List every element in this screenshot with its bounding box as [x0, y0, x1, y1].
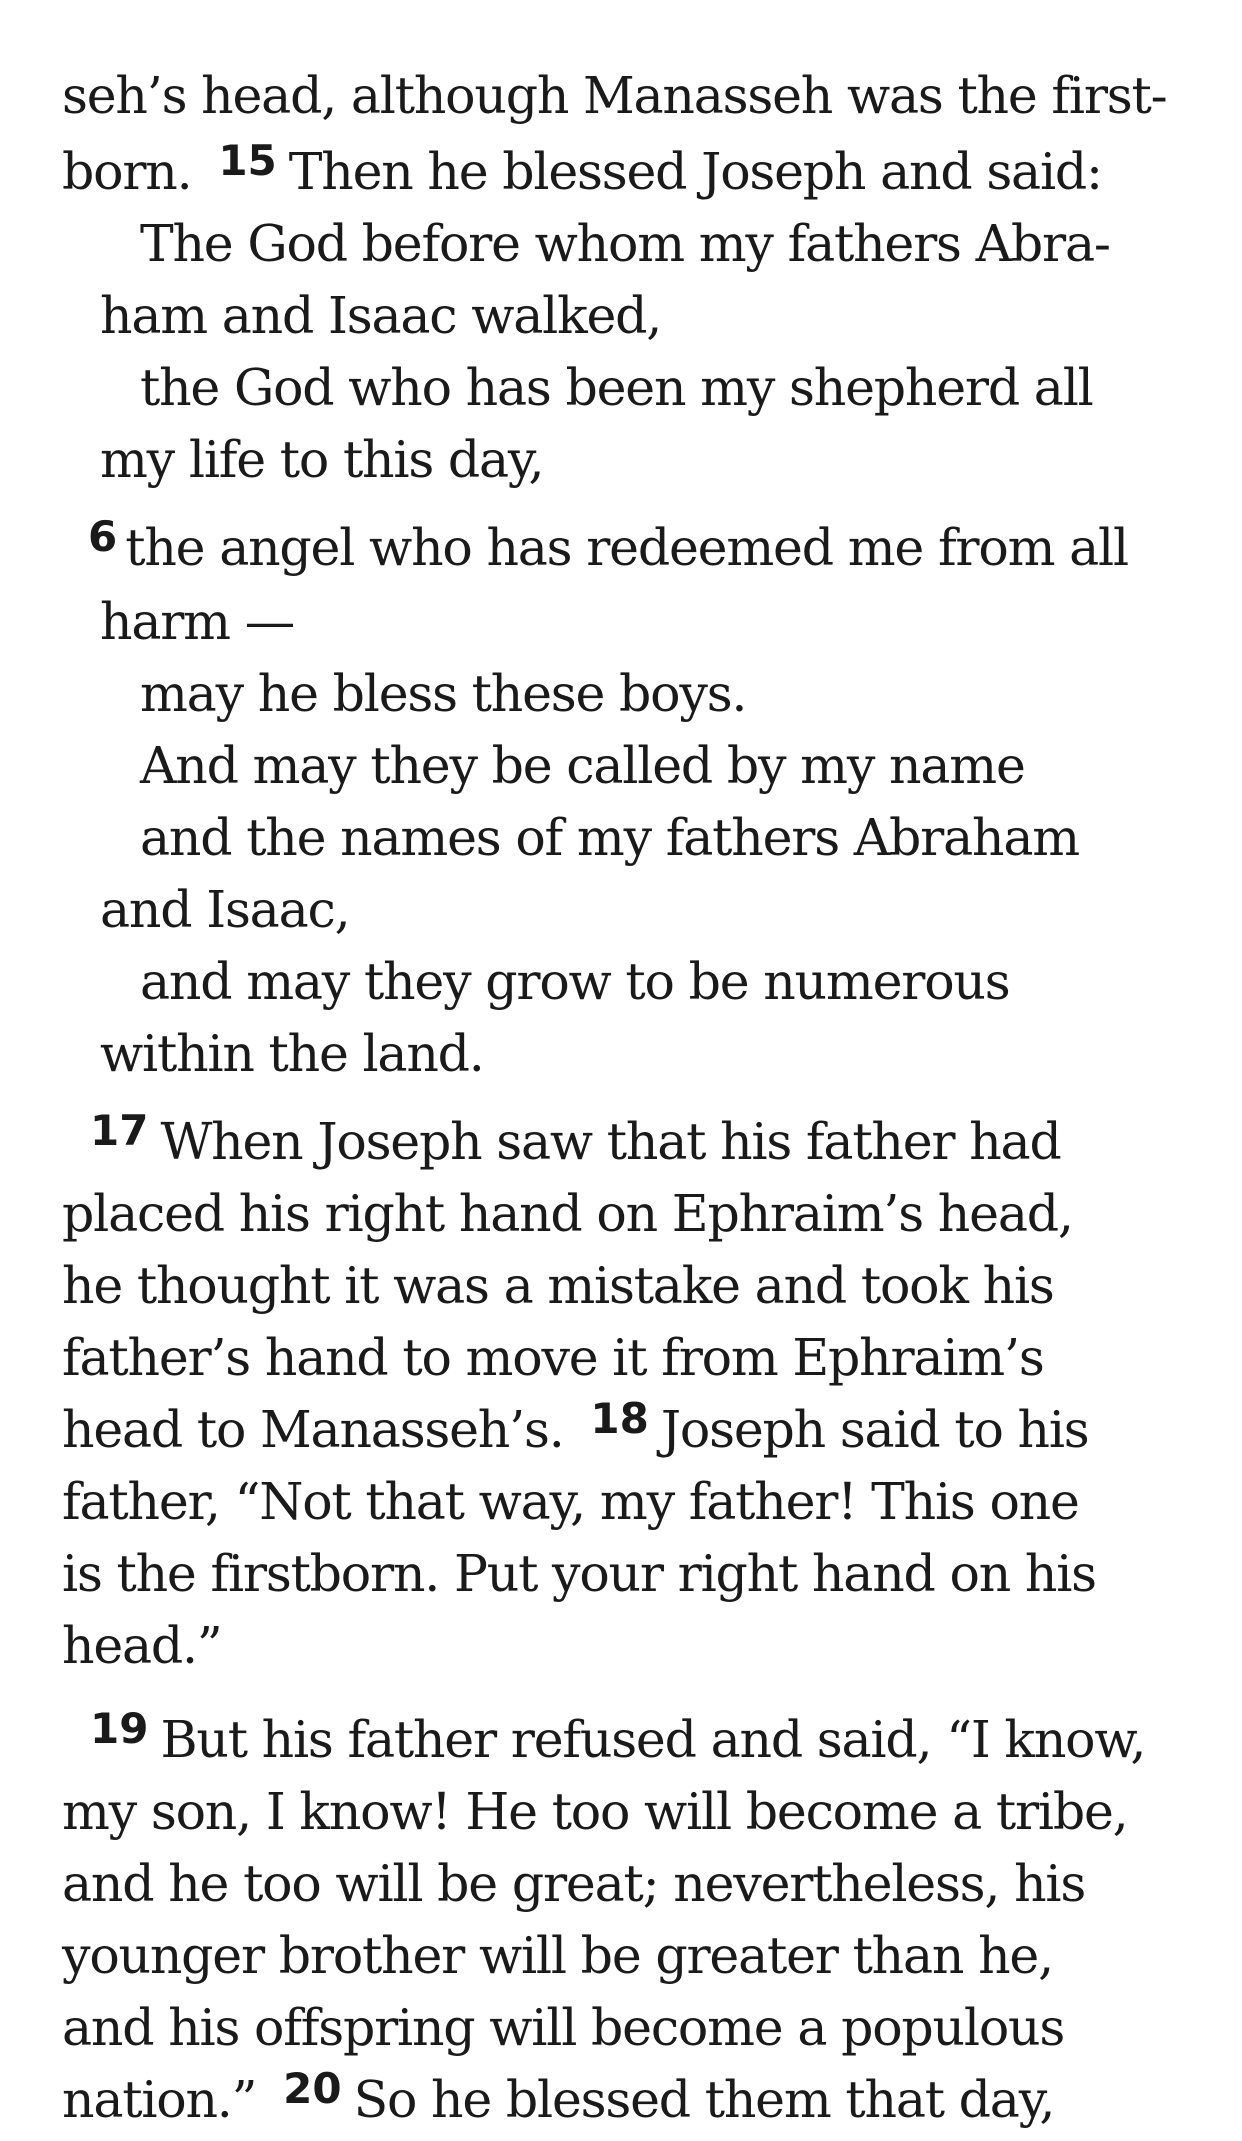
verse-number: 19: [90, 1704, 149, 1753]
line-text: is the firstborn. Put your right hand on his: [62, 1544, 1096, 1603]
text-line: [62, 1466, 1079, 1538]
text-line: [62, 1394, 1089, 1466]
verse-number: 6: [88, 512, 118, 561]
text-line: [90, 1106, 1061, 1178]
poetry-text: may he bless these boys.: [140, 664, 747, 723]
poetry-text: ham and Isaac walked,: [100, 286, 662, 345]
line-text: younger brother will be greater than he,: [62, 1926, 1053, 1985]
line-text: born.: [62, 142, 192, 201]
verse-number: 17: [90, 1106, 149, 1155]
line-text: Joseph said to his: [660, 1400, 1089, 1459]
line-text: nation.”: [62, 2070, 257, 2129]
poetry-line: [100, 280, 661, 352]
poetry-text: and Isaac,: [100, 880, 350, 939]
line-text: head.”: [62, 1616, 222, 1675]
poetry-text: and the names of my fathers Abraham: [140, 808, 1079, 867]
line-text: But his father refused and said, “I know,: [160, 1710, 1146, 1769]
text-line: [62, 2064, 1054, 2136]
line-text: head to Manasseh’s.: [62, 1400, 564, 1459]
text-line: [62, 1250, 1054, 1322]
text-line: [62, 1322, 1044, 1394]
text-line: [62, 1848, 1085, 1920]
poetry-line: [140, 946, 1009, 1018]
poetry-line: [100, 424, 543, 496]
poetry-line: [100, 1018, 484, 1090]
text-line: [62, 60, 1166, 132]
poetry-text: within the land.: [100, 1024, 484, 1083]
text-line: [62, 1178, 1073, 1250]
verse-number: 20: [283, 2064, 342, 2113]
poetry-line: [140, 208, 1110, 280]
text-line: [62, 1992, 1064, 2064]
poetry-line: [140, 730, 1025, 802]
verse-number: 15: [218, 136, 277, 185]
poetry-text: and may they grow to be numerous: [140, 952, 1010, 1011]
line-text: and his offspring will become a populous: [62, 1998, 1065, 2057]
line-text: my son, I know! He too will become a tribe,: [62, 1782, 1128, 1841]
text-line: [62, 1920, 1053, 1992]
line-text: he thought it was a mistake and took his: [62, 1256, 1054, 1315]
poetry-text: The God before whom my fathers Abra-: [140, 214, 1110, 273]
poetry-text: harm —: [100, 592, 295, 651]
line-text: When Joseph saw that his father had: [160, 1112, 1061, 1171]
poetry-line: [100, 874, 349, 946]
line-text: So he blessed them that day,: [353, 2070, 1055, 2129]
text-line: [62, 1538, 1096, 1610]
poetry-line: [140, 352, 1093, 424]
poetry-text: And may they be called by my name: [140, 736, 1025, 795]
poetry-line: [88, 512, 1128, 584]
text-line: [62, 136, 1102, 208]
text-line: [62, 1610, 222, 1682]
line-text: father, “Not that way, my father! This one: [62, 1472, 1079, 1531]
text-line: [62, 1776, 1128, 1848]
poetry-text: the God who has been my shepherd all: [140, 358, 1093, 417]
verse-number: 18: [590, 1394, 649, 1443]
line-text: and he too will be great; nevertheless, his: [62, 1854, 1086, 1913]
text-line: [90, 1704, 1145, 1776]
poetry-text: the angel who has redeemed me from all: [125, 518, 1128, 577]
line-text: father’s hand to move it from Ephraim’s: [62, 1328, 1044, 1387]
line-text: placed his right hand on Ephraim’s head,: [62, 1184, 1073, 1243]
poetry-text: my life to this day,: [100, 430, 544, 489]
line-text: Then he blessed Joseph and said:: [288, 142, 1102, 201]
line-text: seh’s head, although Manasseh was the first-: [62, 66, 1167, 125]
poetry-line: [100, 586, 294, 658]
poetry-line: [140, 802, 1079, 874]
poetry-line: [140, 658, 746, 730]
